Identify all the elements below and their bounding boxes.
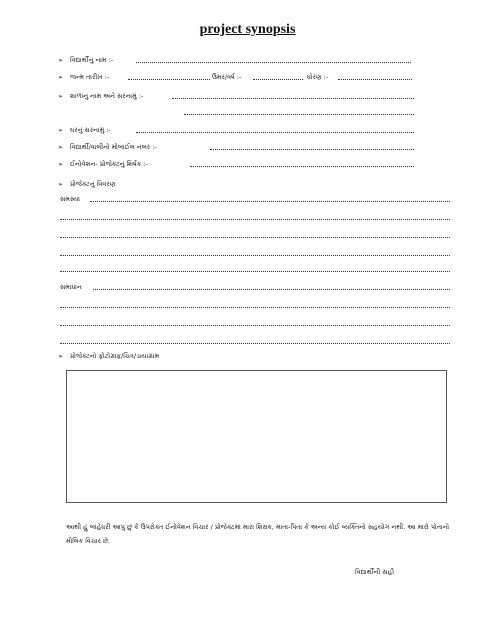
standard-line[interactable] <box>338 79 412 80</box>
field-label: પ્રોજેક્ટનો ફોટોગ્રાફ/ચિત્ર/ડાયાગ્રામ <box>70 352 160 360</box>
problem-line-2[interactable] <box>60 219 450 220</box>
field-innovation-title <box>58 160 148 169</box>
arrow-icon: ➢ <box>58 74 64 81</box>
home-address-line[interactable] <box>136 132 414 133</box>
solution-line-1[interactable] <box>93 289 450 290</box>
field-mobile <box>58 143 157 152</box>
page-title: project synopsis <box>199 22 296 37</box>
field-label: પ્રોજેક્ટનું વિવરણ <box>70 180 116 188</box>
student-signature-label: વિદ્યાર્થીની સહી <box>355 568 395 576</box>
problem-line-3[interactable] <box>60 237 450 238</box>
field-label: વિદ્યાર્થી/વાલીનો મોબાઈલ નંબર :- <box>70 143 157 151</box>
declaration-text: આથી હું બાંહેધરી આપુ છું કે ઉપરોક્ત ઈનોવેશન વિચાર / પ્રોજેક્ટમાં મારા શિક્ષક, માતા-પિતા કે અન્ય કોઈ વ્યક્તિનો સહયોગ નથી. આ મારો પોતાનો મૌલિક વિચાર છે. <box>66 523 450 545</box>
school-address-line-2[interactable] <box>184 114 414 115</box>
mobile-line[interactable] <box>210 149 414 150</box>
field-birth-date <box>58 73 109 82</box>
field-label: જન્મ તારીખ :- <box>70 73 110 81</box>
field-school-address <box>58 92 143 101</box>
arrow-icon: ➢ <box>58 127 64 134</box>
arrow-icon: ➢ <box>58 353 64 360</box>
student-name-line[interactable] <box>136 62 411 63</box>
field-label: ઘરનું સરનામું :- <box>70 126 111 134</box>
field-standard: ધોરણ :- <box>307 73 329 81</box>
problem-line-1[interactable] <box>90 201 450 202</box>
field-label: વિદ્યાર્થીનું નામ :- <box>70 56 114 64</box>
arrow-icon: ➢ <box>58 57 64 64</box>
age-line[interactable] <box>253 79 303 80</box>
birth-date-line[interactable] <box>128 79 210 80</box>
innovation-title-line[interactable] <box>190 166 414 167</box>
field-label: શાળાનું નામ અને સરનામું :- <box>70 92 144 100</box>
arrow-icon: ➢ <box>58 144 64 151</box>
field-label: ઈનોવેશન- પ્રોજેક્ટનું શિર્ષક :- <box>70 160 148 168</box>
solution-label: સમાધાન <box>60 283 82 291</box>
problem-label: સમસ્યા <box>60 195 80 203</box>
school-address-line-1[interactable] <box>172 98 414 99</box>
field-photo <box>58 352 159 361</box>
solution-line-2[interactable] <box>60 307 450 308</box>
problem-line-5[interactable] <box>60 271 450 272</box>
arrow-icon: ➢ <box>58 181 64 188</box>
photo-box[interactable] <box>66 370 447 503</box>
arrow-icon: ➢ <box>58 161 64 168</box>
field-home-address <box>58 126 111 135</box>
solution-line-4[interactable] <box>60 343 450 344</box>
field-project-details <box>58 180 115 189</box>
arrow-icon: ➢ <box>58 93 64 100</box>
solution-line-3[interactable] <box>60 325 450 326</box>
problem-line-4[interactable] <box>60 255 450 256</box>
field-age: ઉમર/વર્ષ :- <box>212 73 242 81</box>
field-student-name <box>58 56 113 65</box>
